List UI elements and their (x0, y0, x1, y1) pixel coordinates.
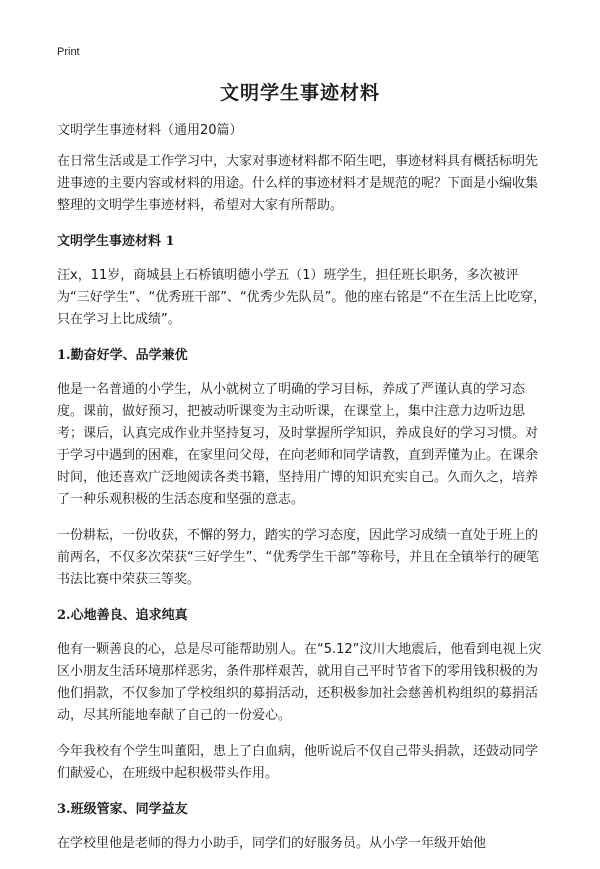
section-heading: 文明学生事迹材料 1 (57, 234, 175, 249)
print-link[interactable]: Print (57, 46, 80, 58)
document-body (57, 120, 548, 869)
subheading-2: 2.心地善良、追求纯真 (57, 608, 188, 623)
paragraph-5: 在学校里他是老师的得力小助手，同学们的好服务员。从小学一年级开始他 (57, 836, 487, 851)
paragraph-2: 一份耕耘，一份收获，不懈的努力，踏实的学习态度，因此学习成绩一直处于班上的前两名，不仅多次荣获“三好学生”、“优秀学生干部”等称号，并且在全镇举行的硬笔书法比赛中荣获三等奖。 (57, 528, 539, 587)
subheading-3: 3.班级管家、同学益友 (57, 802, 188, 817)
subheading-1: 1.勤奋好学、品学兼优 (57, 348, 188, 363)
page-title: 文明学生事迹材料 (219, 82, 380, 104)
intro-paragraph: 在日常生活或是工作学习中，大家对事迹材料都不陌生吧，事迹材料具有概括标明先进事迹的主要内容或材料的用途。什么样的事迹材料才是规范的呢？下面是小编收集整理的文明学生事迹材料，希望对大家有所帮助。 (57, 154, 539, 213)
paragraph-3: 他有一颗善良的心，总是尽可能帮助别人。在“5.12”汶川大地震后，他看到电视上灾区小朋友生活环境那样恶劣，条件那样艰苦，就用自己平时节省下的零用钱积极的为他们捐款，不仅参加了学校组织的募捐活动，还积极参加社会慈善机构组织的募捐活动，尽其所能地奉献了自己的一份爱心。 (57, 642, 542, 723)
document-subtitle: 文明学生事迹材料（通用20篇） (57, 123, 243, 138)
paragraph-1: 他是一名普通的小学生，从小就树立了明确的学习目标，养成了严谨认真的学习态度。课前，做好预习，把被动听课变为主动听课，在课堂上，集中注意力边听边思考；课后，认真完成作业并坚持复习，及时掌握所学知识，养成良好的学习习惯。对于学习中遇到的困难，在家里问父母，在向老师和同学请教，直到弄懂为止。在课余时间，他还喜欢广泛地阅读各类书籍，坚持用广博的知识充实自己。久而久之，培养了一种乐观积极的生活态度和坚强的意志。 (57, 382, 539, 507)
paragraph-4: 今年我校有个学生叫董阳，患上了白血病，他听说后不仅自己带头捐款，还鼓动同学们献爱心，在班级中起积极带头作用。 (57, 744, 539, 781)
section-intro-paragraph: 汪x，11岁，商城县上石桥镇明德小学五（1）班学生，担任班长职务，多次被评为“三好学生”、“优秀班干部”、“优秀少先队员”。他的座右铭是“不在生活上比吃穿，只在学习上比成绩”。 (57, 268, 547, 327)
